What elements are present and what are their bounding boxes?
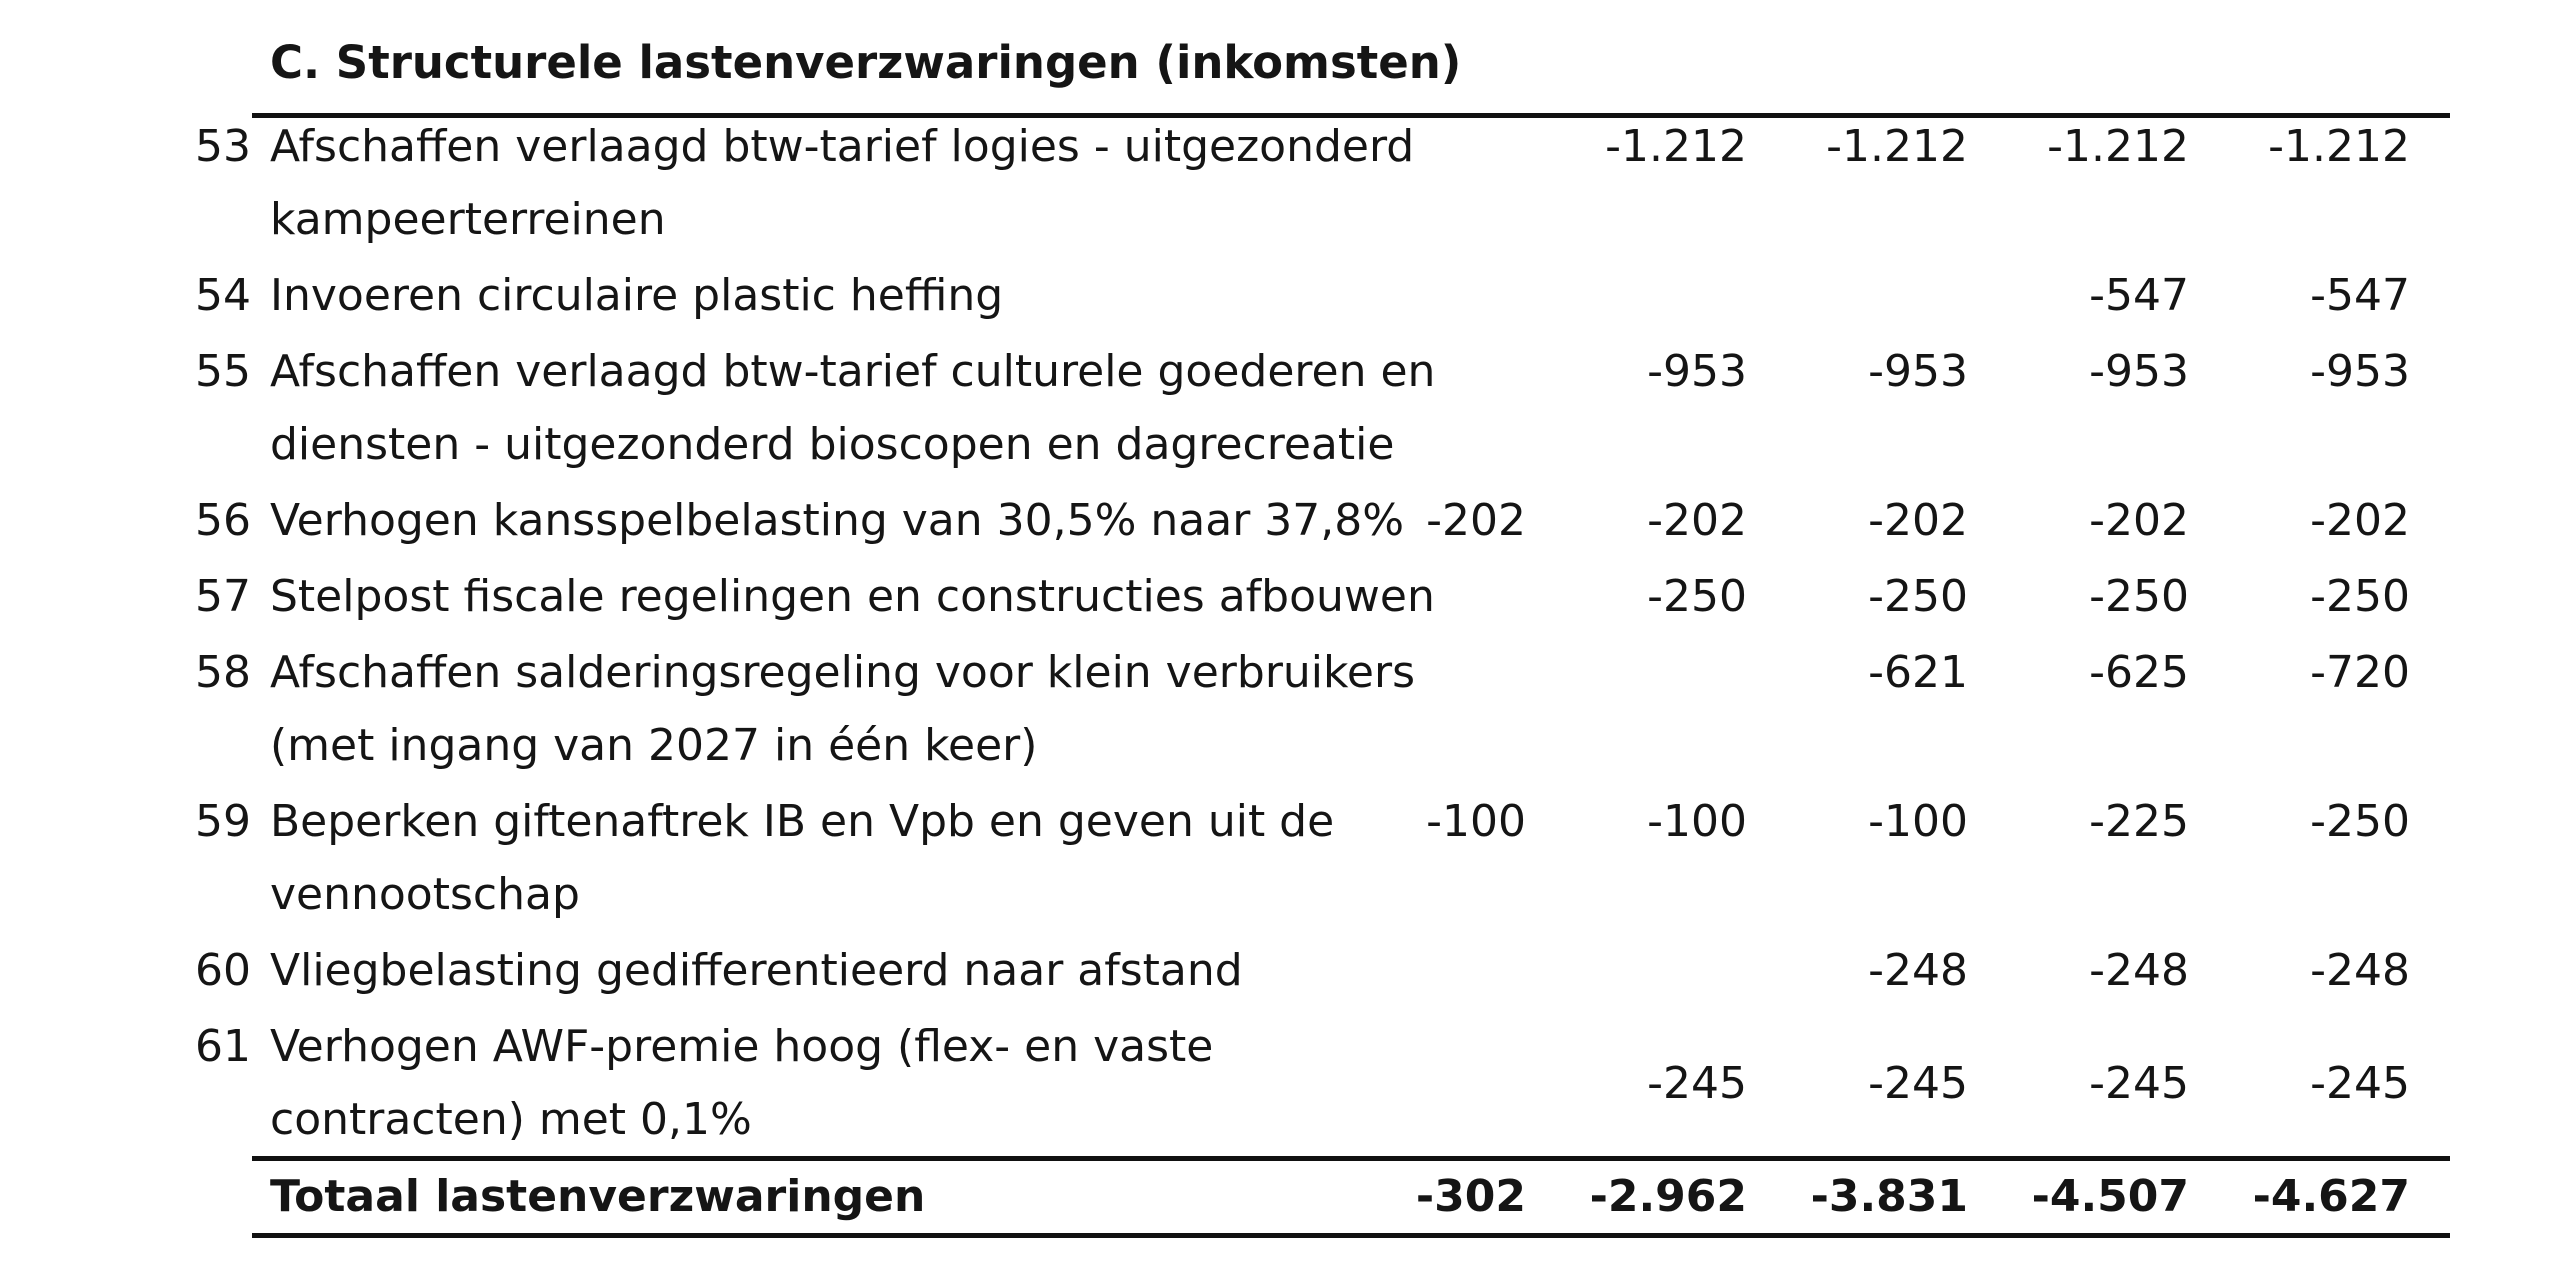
row-number: 56 [195, 495, 251, 546]
value-text: -100 [1647, 796, 1747, 847]
row-gap [237, 484, 270, 557]
value-text: -250 [2310, 796, 2410, 847]
row-value [2008, 484, 2229, 557]
table-row [195, 110, 2450, 256]
row-value [2229, 335, 2450, 481]
row-description [270, 110, 1415, 256]
value-text: -2.962 [1589, 1171, 1747, 1222]
row-value [1345, 335, 1566, 481]
table-row [195, 335, 2450, 481]
row-number: 55 [195, 346, 251, 397]
row-value [2008, 934, 2229, 1007]
row-description [270, 785, 1345, 931]
row-value [2229, 934, 2450, 1007]
table-total-row [252, 1156, 2450, 1238]
table-row [195, 934, 2450, 1007]
description-line: Verhogen AWF-premie hoog (flex- en vaste [270, 1021, 1214, 1072]
row-value [2229, 560, 2450, 633]
value-text: -953 [1868, 346, 1968, 397]
row-value [1566, 934, 1787, 1007]
value-text: -547 [2089, 270, 2189, 321]
table-row [195, 636, 2450, 782]
row-value [1345, 484, 1566, 557]
row-value [1566, 785, 1787, 931]
row-value [2008, 1161, 2229, 1233]
row-number: 54 [195, 270, 251, 321]
value-text: -248 [2089, 945, 2189, 996]
total-row-label: Totaal lastenverzwaringen [270, 1171, 926, 1222]
row-number: 60 [195, 945, 251, 996]
table-row [195, 484, 2450, 557]
value-text: -4.627 [2252, 1171, 2410, 1222]
row-value [2008, 560, 2229, 633]
row-description [270, 636, 1416, 782]
row-description [270, 335, 1436, 481]
value-text: -248 [1868, 945, 1968, 996]
value-text: -720 [2310, 647, 2410, 698]
value-text: -547 [2310, 270, 2410, 321]
table-body [195, 110, 2450, 1156]
value-text: -248 [2310, 945, 2410, 996]
table-row [195, 259, 2450, 332]
row-value [1345, 259, 1566, 332]
section-title: C. Structurele lastenverzwaringen (inkomsten) [270, 36, 1462, 89]
row-value [1787, 110, 2008, 256]
description-line: diensten - uitgezonderd bioscopen en dagrecreatie [270, 419, 1395, 470]
value-text: -953 [1647, 346, 1747, 397]
row-description [270, 560, 1435, 633]
table-row [195, 560, 2450, 633]
row-value [2229, 636, 2450, 782]
value-text: -202 [1647, 495, 1747, 546]
value-text: -202 [1426, 495, 1526, 546]
row-value [2008, 636, 2229, 782]
row-value [1566, 484, 1787, 557]
value-text: -953 [2089, 346, 2189, 397]
row-value [1566, 110, 1787, 256]
row-value [2229, 1161, 2450, 1233]
table-row [195, 785, 2450, 931]
row-gap [237, 259, 270, 332]
row-value [1787, 1161, 2008, 1233]
row-value [1787, 934, 2008, 1007]
description-line: vennootschap [270, 869, 580, 920]
value-text: -4.507 [2031, 1171, 2189, 1222]
value-text: -245 [2089, 1057, 2189, 1109]
description-line: Verhogen kansspelbelasting van 30,5% naar 37,8% [270, 495, 1405, 546]
value-text: -1.212 [2047, 121, 2189, 172]
value-text: -3.831 [1810, 1171, 1968, 1222]
row-value [1345, 934, 1566, 1007]
row-value [1566, 335, 1787, 481]
row-value [1787, 1010, 2008, 1156]
row-value [1787, 484, 2008, 557]
row-value [1787, 560, 2008, 633]
description-line: Beperken giftenaftrek IB en Vpb en geven uit de [270, 796, 1335, 847]
row-number: 61 [195, 1021, 251, 1072]
row-value [1566, 1010, 1787, 1156]
value-text: -1.212 [1826, 121, 1968, 172]
description-line: Afschaffen verlaagd btw-tarief culturele goederen en [270, 346, 1436, 397]
row-number: 57 [195, 571, 251, 622]
row-value [2008, 259, 2229, 332]
table-row [195, 1010, 2450, 1156]
row-value [2008, 1010, 2229, 1156]
description-line: Vliegbelasting gedifferentieerd naar afstand [270, 945, 1243, 996]
row-value [1345, 560, 1566, 633]
row-value [1345, 1161, 1566, 1233]
value-text: -1.212 [2268, 121, 2410, 172]
row-value [2008, 335, 2229, 481]
total-row-indent [252, 1161, 270, 1233]
row-value [2229, 110, 2450, 256]
structural-burden-table [195, 110, 2450, 1238]
row-number: 53 [195, 121, 251, 172]
row-gap [237, 1010, 270, 1156]
value-text: -250 [1647, 571, 1747, 622]
row-number: 58 [195, 647, 251, 698]
row-value [1566, 560, 1787, 633]
row-gap [237, 560, 270, 633]
row-gap [237, 785, 270, 931]
value-text: -245 [2310, 1057, 2410, 1109]
value-text: -250 [2089, 571, 2189, 622]
row-number: 59 [195, 796, 251, 847]
value-text: -202 [2089, 495, 2189, 546]
row-value [2229, 1010, 2450, 1156]
value-text: -625 [2089, 647, 2189, 698]
row-value [1345, 110, 1566, 256]
description-line: contracten) met 0,1% [270, 1094, 752, 1145]
row-value [2008, 110, 2229, 256]
description-line: Afschaffen verlaagd btw-tarief logies - uitgezonderd [270, 121, 1415, 172]
row-value [2229, 259, 2450, 332]
value-text: -621 [1868, 647, 1968, 698]
value-text: -1.212 [1605, 121, 1747, 172]
row-value [1787, 335, 2008, 481]
row-value [2008, 785, 2229, 931]
row-value [1787, 785, 2008, 931]
row-value [1566, 636, 1787, 782]
description-line: Afschaffen salderingsregeling voor klein verbruikers [270, 647, 1416, 698]
row-value [1566, 1161, 1787, 1233]
value-text: -953 [2310, 346, 2410, 397]
row-gap [237, 636, 270, 782]
row-description [270, 1010, 1345, 1156]
description-line: (met ingang van 2027 in één keer) [270, 720, 1038, 771]
description-line: kampeerterreinen [270, 194, 666, 245]
value-text: -202 [1868, 495, 1968, 546]
row-description [270, 259, 1345, 332]
row-value [1787, 259, 2008, 332]
value-text: -250 [2310, 571, 2410, 622]
row-gap [237, 934, 270, 1007]
value-text: -202 [2310, 495, 2410, 546]
row-value [1345, 1010, 1566, 1156]
row-value [1566, 259, 1787, 332]
row-gap [237, 335, 270, 481]
row-value [2229, 785, 2450, 931]
value-text: -245 [1868, 1057, 1968, 1109]
description-line: Stelpost fiscale regelingen en constructies afbouwen [270, 571, 1435, 622]
value-text: -245 [1647, 1057, 1747, 1109]
value-text: -100 [1868, 796, 1968, 847]
row-description [270, 484, 1405, 557]
value-text: -225 [2089, 796, 2189, 847]
row-value [1345, 636, 1566, 782]
value-text: -250 [1868, 571, 1968, 622]
row-value [1345, 785, 1566, 931]
value-text: -100 [1426, 796, 1526, 847]
row-description [270, 934, 1345, 1007]
row-value [2229, 484, 2450, 557]
description-line: Invoeren circulaire plastic heffing [270, 270, 1004, 321]
row-gap [237, 110, 270, 256]
value-text: -302 [1415, 1171, 1526, 1222]
row-value [1787, 636, 2008, 782]
